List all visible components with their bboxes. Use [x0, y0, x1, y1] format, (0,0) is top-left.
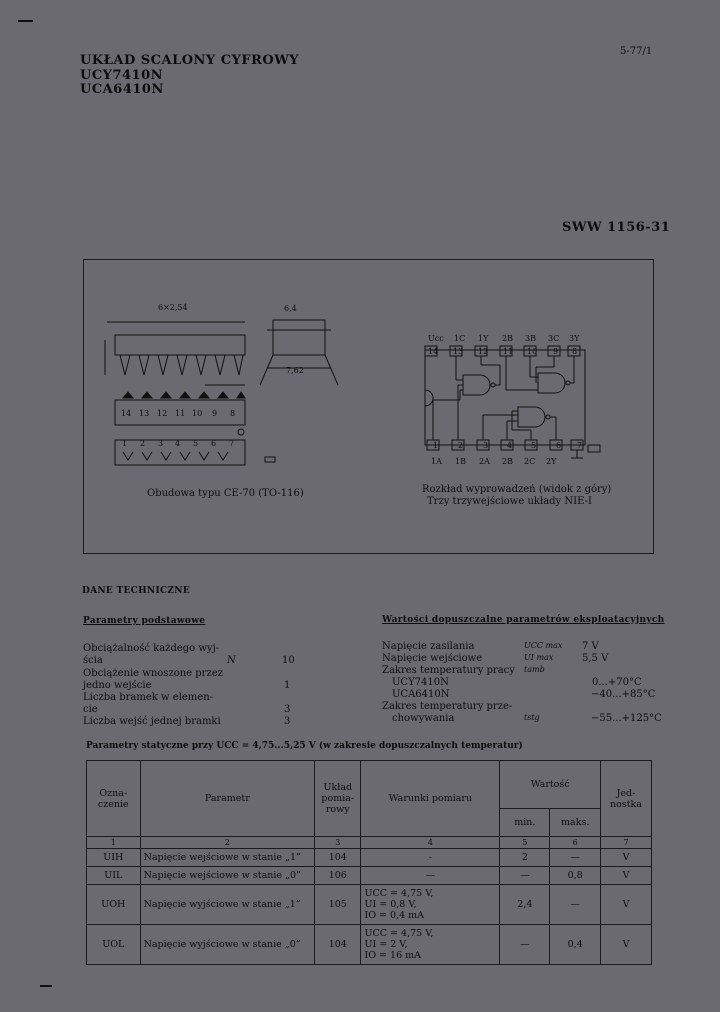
limit-row-4-label: UCY7410N — [392, 677, 449, 688]
pkg-pin-bottom-7: 7 — [229, 439, 235, 448]
pinout-bottom-label-2y: 2Y — [546, 457, 557, 466]
basic-row-1-line-1: Obciążalność każdego wyj- — [83, 643, 220, 654]
basic-row-1-symbol: N — [227, 655, 236, 666]
row-3-condition-1: UCC = 4,75 V, — [364, 888, 434, 899]
pinout-bottom-label-1b: 1B — [455, 457, 466, 466]
pinout-bottom-num-6: 6 — [556, 441, 562, 450]
row-2-max: 0,8 — [550, 867, 601, 885]
pkg-pin-top-12: 12 — [157, 409, 168, 418]
row-4-max: 0,4 — [550, 925, 601, 965]
row-1-unit: V — [601, 849, 652, 867]
row-1-max: — — [550, 849, 601, 867]
row-2-parameter: Napięcie wejściowe w stanie „0” — [140, 867, 315, 885]
limits-heading: Wartości dopuszczalne parametrów eksploatacyjnych — [382, 615, 665, 625]
pinout-top-label-3y: 3Y — [569, 334, 580, 343]
col-num-7: 7 — [601, 837, 652, 849]
col-header-symbol: Ozna-czenie — [87, 761, 141, 837]
table-row — [87, 867, 652, 885]
pkg-pin-bottom-1: 1 — [122, 439, 128, 448]
pkg-pin-bottom-4: 4 — [175, 439, 181, 448]
pinout-bottom-num-3: 3 — [483, 441, 489, 450]
basic-row-4-value: 3 — [284, 716, 291, 727]
row-2-method: 106 — [315, 867, 361, 885]
basic-row-3-line-1: Liczba bramek w elemen- — [83, 692, 214, 703]
basic-row-1-line-2: ścia — [83, 655, 103, 666]
row-1-method: 104 — [315, 849, 361, 867]
basic-row-2-line-2: jedno wejście — [83, 680, 152, 691]
col-header-min: min. — [500, 809, 550, 837]
limit-row-2-label: Napięcie wejściowe — [382, 653, 483, 664]
row-3-parameter: Napięcie wyjściowe w stanie „1” — [140, 885, 315, 925]
row-3-unit: V — [601, 885, 652, 925]
pinout-top-num-12: 12 — [478, 347, 489, 356]
pinout-top-num-13: 13 — [453, 347, 464, 356]
basic-params-heading: Parametry podstawowe — [83, 616, 206, 626]
pkg-pin-top-13: 13 — [139, 409, 150, 418]
row-3-symbol: UOH — [87, 885, 141, 925]
pinout-top-num-11: 11 — [503, 347, 514, 356]
caption-gates: Trzy trzywejściowe układy NIE-I — [427, 496, 592, 507]
caption-pinout: Rozkład wyprowadzeń (widok z góry) — [422, 484, 612, 495]
static-params-heading: Parametry statyczne przy UCC = 4,75...5,25 V (w zakresie dopuszczalnych temperatur) — [86, 741, 523, 751]
pinout-top-label-3b: 3B — [525, 334, 536, 343]
basic-row-2-value: 1 — [284, 680, 291, 691]
static-params-table — [86, 760, 652, 965]
pkg-pin-top-11: 11 — [175, 409, 186, 418]
col-num-4: 4 — [361, 837, 500, 849]
limit-row-1-label: Napięcie zasilania — [382, 641, 475, 652]
pinout-bottom-num-4: 4 — [507, 441, 513, 450]
package-drawing — [95, 300, 355, 500]
doc-title-line-1: UKŁAD SCALONY CYFROWY — [80, 53, 300, 68]
doc-title-line-3: UCA6410N — [80, 82, 164, 97]
dim-pitch2-label: 7,62 — [286, 366, 304, 375]
corner-mark-bottom — [40, 985, 52, 987]
col-num-3: 3 — [315, 837, 361, 849]
basic-row-2-line-1: Obciążenie wnoszone przez — [83, 668, 223, 679]
row-1-conditions: - — [361, 849, 500, 867]
col-header-max: maks. — [550, 809, 601, 837]
basic-row-3-line-2: cie — [83, 704, 98, 715]
table-row — [87, 885, 652, 925]
row-4-condition-2: UI = 2 V, — [364, 939, 408, 950]
limit-row-2-symbol: UI max — [524, 653, 554, 662]
corner-mark — [18, 20, 33, 22]
row-4-condition-1: UCC = 4,75 V, — [364, 928, 434, 939]
pinout-top-label-2b: 2B — [502, 334, 513, 343]
row-3-max: — — [550, 885, 601, 925]
limit-row-3-symbol: tamb — [524, 665, 545, 674]
pinout-bottom-label-2b: 2B — [502, 457, 513, 466]
basic-row-4-line-1: Liczba wejść jednej bramki — [83, 716, 221, 727]
pkg-pin-top-8: 8 — [230, 409, 236, 418]
row-3-condition-3: IO = 0,4 mA — [364, 910, 425, 921]
basic-row-3-value: 3 — [284, 704, 291, 715]
col-num-6: 6 — [550, 837, 601, 849]
row-3-method: 105 — [315, 885, 361, 925]
row-4-method: 104 — [315, 925, 361, 965]
pkg-pin-bottom-6: 6 — [211, 439, 217, 448]
pkg-pin-bottom-2: 2 — [140, 439, 146, 448]
col-header-values: Wartość — [500, 761, 601, 809]
limit-row-6-label: Zakres temperatury prze- — [382, 701, 513, 712]
pinout-bottom-label-2a: 2A — [479, 457, 490, 466]
row-3-min: 2,4 — [500, 885, 550, 925]
col-num-2: 2 — [140, 837, 315, 849]
pinout-top-label-1c: 1C — [454, 334, 466, 343]
row-2-unit: V — [601, 867, 652, 885]
row-1-symbol: UIH — [87, 849, 141, 867]
limit-row-3-label: Zakres temperatury pracy — [382, 665, 515, 676]
row-3-condition-2: UI = 0,8 V, — [364, 899, 417, 910]
pkg-pin-top-10: 10 — [192, 409, 203, 418]
table-row — [87, 925, 652, 965]
limit-row-1-symbol: UCC max — [524, 641, 563, 650]
caption-package: Obudowa typu CE-70 (TO-116) — [147, 488, 304, 499]
pinout-bottom-label-1a: 1A — [431, 457, 442, 466]
pinout-top-num-10: 10 — [527, 347, 538, 356]
col-header-conditions: Warunki pomiaru — [361, 761, 500, 837]
limit-row-1-value: 7 V — [582, 641, 599, 652]
row-4-conditions — [361, 925, 500, 965]
col-num-1: 1 — [87, 837, 141, 849]
row-4-parameter: Napięcie wyjściowe w stanie „0” — [140, 925, 315, 965]
pkg-pin-bottom-5: 5 — [193, 439, 199, 448]
pkg-pin-bottom-3: 3 — [158, 439, 164, 448]
limit-row-2-value: 5,5 V — [582, 653, 609, 664]
col-num-5: 5 — [500, 837, 550, 849]
col-header-method: Układ pomia-rowy — [315, 761, 361, 837]
pinout-diagram — [420, 335, 620, 465]
pinout-top-label-3c: 3C — [548, 334, 560, 343]
basic-row-1-value: 10 — [282, 655, 295, 666]
pkg-pin-top-9: 9 — [212, 409, 218, 418]
row-2-symbol: UIL — [87, 867, 141, 885]
row-4-unit: V — [601, 925, 652, 965]
tech-heading: DANE TECHNICZNE — [82, 586, 190, 596]
row-4-symbol: UOL — [87, 925, 141, 965]
doc-title-line-2: UCY7410N — [80, 68, 164, 83]
pinout-bottom-num-2: 2 — [458, 441, 464, 450]
dim-width-label: 6,4 — [284, 304, 297, 313]
page-code: 5-77/1 — [620, 46, 653, 57]
pinout-bottom-label-2c: 2C — [524, 457, 536, 466]
limit-row-7-label: chowywania — [392, 713, 455, 724]
pinout-bottom-num-7: 7 — [577, 441, 583, 450]
pkg-pin-top-14: 14 — [121, 409, 132, 418]
limit-row-4-value: 0...+70°C — [592, 677, 642, 688]
limit-row-5-label: UCA6410N — [392, 689, 450, 700]
limit-row-5-value: −40...+85°C — [591, 689, 656, 700]
pinout-bottom-num-5: 5 — [531, 441, 537, 450]
limit-row-7-value: −55...+125°C — [591, 713, 662, 724]
dim-pitch-label: 6×2,54 — [158, 303, 188, 312]
pinout-top-num-9: 9 — [553, 347, 559, 356]
col-header-parameter: Parametr — [140, 761, 315, 837]
pinout-bottom-num-1: 1 — [433, 441, 439, 450]
col-header-unit: Jed-nostka — [601, 761, 652, 837]
row-4-condition-3: IO = 16 mA — [364, 950, 422, 961]
row-3-conditions — [361, 885, 500, 925]
limit-row-7-symbol: tstg — [524, 713, 540, 722]
row-2-conditions: — — [361, 867, 500, 885]
pinout-top-label-1y: 1Y — [478, 334, 489, 343]
table-row — [87, 849, 652, 867]
pinout-top-num-14: 14 — [428, 347, 439, 356]
pinout-top-num-8: 8 — [572, 347, 578, 356]
row-2-min: — — [500, 867, 550, 885]
row-4-min: — — [500, 925, 550, 965]
row-1-min: 2 — [500, 849, 550, 867]
pinout-top-label-ucc: Ucc — [428, 334, 444, 343]
row-1-parameter: Napięcie wejściowe w stanie „1” — [140, 849, 315, 867]
standard-number: SWW 1156-31 — [562, 220, 671, 235]
